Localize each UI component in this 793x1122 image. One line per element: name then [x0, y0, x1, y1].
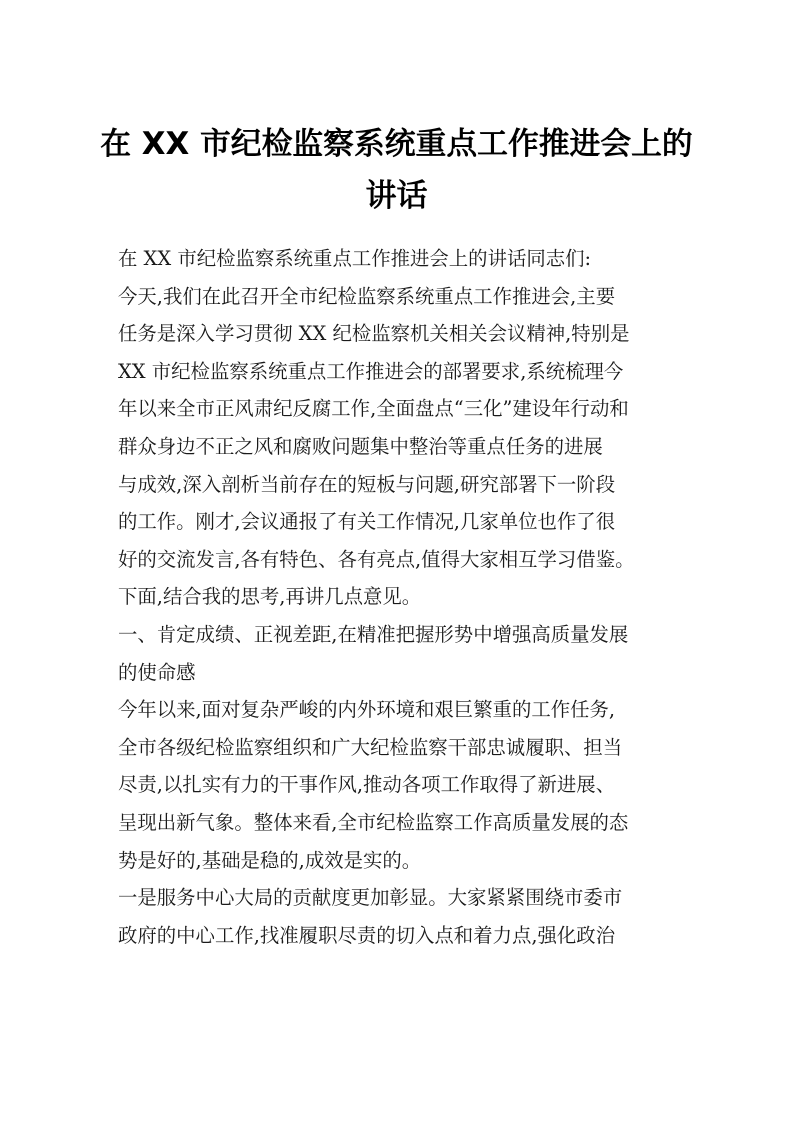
body-line: 任务是深入学习贯彻 XX 纪检监察机关相关会议精神,特别是 [118, 322, 630, 346]
body-line: 今天,我们在此召开全市纪检监察系统重点工作推进会,主要 [118, 284, 616, 308]
body-line: 下面,结合我的思考,再讲几点意见。 [118, 585, 422, 609]
body-line: 今年以来,面对复杂严峻的内外环境和艰巨繁重的工作任务, [118, 698, 616, 722]
document-title [100, 118, 693, 222]
section-heading-line: 一、肯定成绩、正视差距,在精准把握形势中增强高质量发展 [118, 622, 629, 646]
body-line: 的工作。刚才,会议通报了有关工作情况,几家单位也作了很 [118, 510, 616, 534]
body-line: 势是好的,基础是稳的,成效是实的。 [118, 848, 422, 872]
body-line: 好的交流发言,各有特色、各有亮点,值得大家相互学习借鉴。 [118, 547, 635, 571]
body-line: 呈现出新气象。整体来看,全市纪检监察工作高质量发展的态 [118, 810, 629, 834]
body-line: 全市各级纪检监察组织和广大纪检监察干部忠诚履职、担当 [118, 735, 623, 759]
body-line: 一是服务中心大局的贡献度更加彰显。大家紧紧围绕市委市 [118, 886, 623, 910]
title-line-2: 讲话 [365, 178, 428, 214]
document-body [118, 240, 678, 954]
title-line-1: 在 XX 市纪检监察系统重点工作推进会上的 [100, 126, 693, 162]
body-line: 群众身边不正之风和腐败问题集中整治等重点任务的进展 [118, 434, 603, 458]
section-heading-line: 的使命感 [118, 660, 196, 684]
body-line: 政府的中心工作,找准履职尽责的切入点和着力点,强化政治 [118, 923, 616, 947]
body-line: 年以来全市正风肃纪反腐工作,全面盘点“三化”建设年行动和 [118, 397, 629, 421]
body-line: 在 XX 市纪检监察系统重点工作推进会上的讲话同志们: [118, 247, 592, 270]
body-line: XX 市纪检监察系统重点工作推进会的部署要求,系统梳理今 [118, 359, 624, 383]
body-line: 与成效,深入剖析当前存在的短板与问题,研究部署下一阶段 [118, 472, 616, 496]
body-line: 尽责,以扎实有力的干事作风,推动各项工作取得了新进展、 [118, 773, 616, 797]
